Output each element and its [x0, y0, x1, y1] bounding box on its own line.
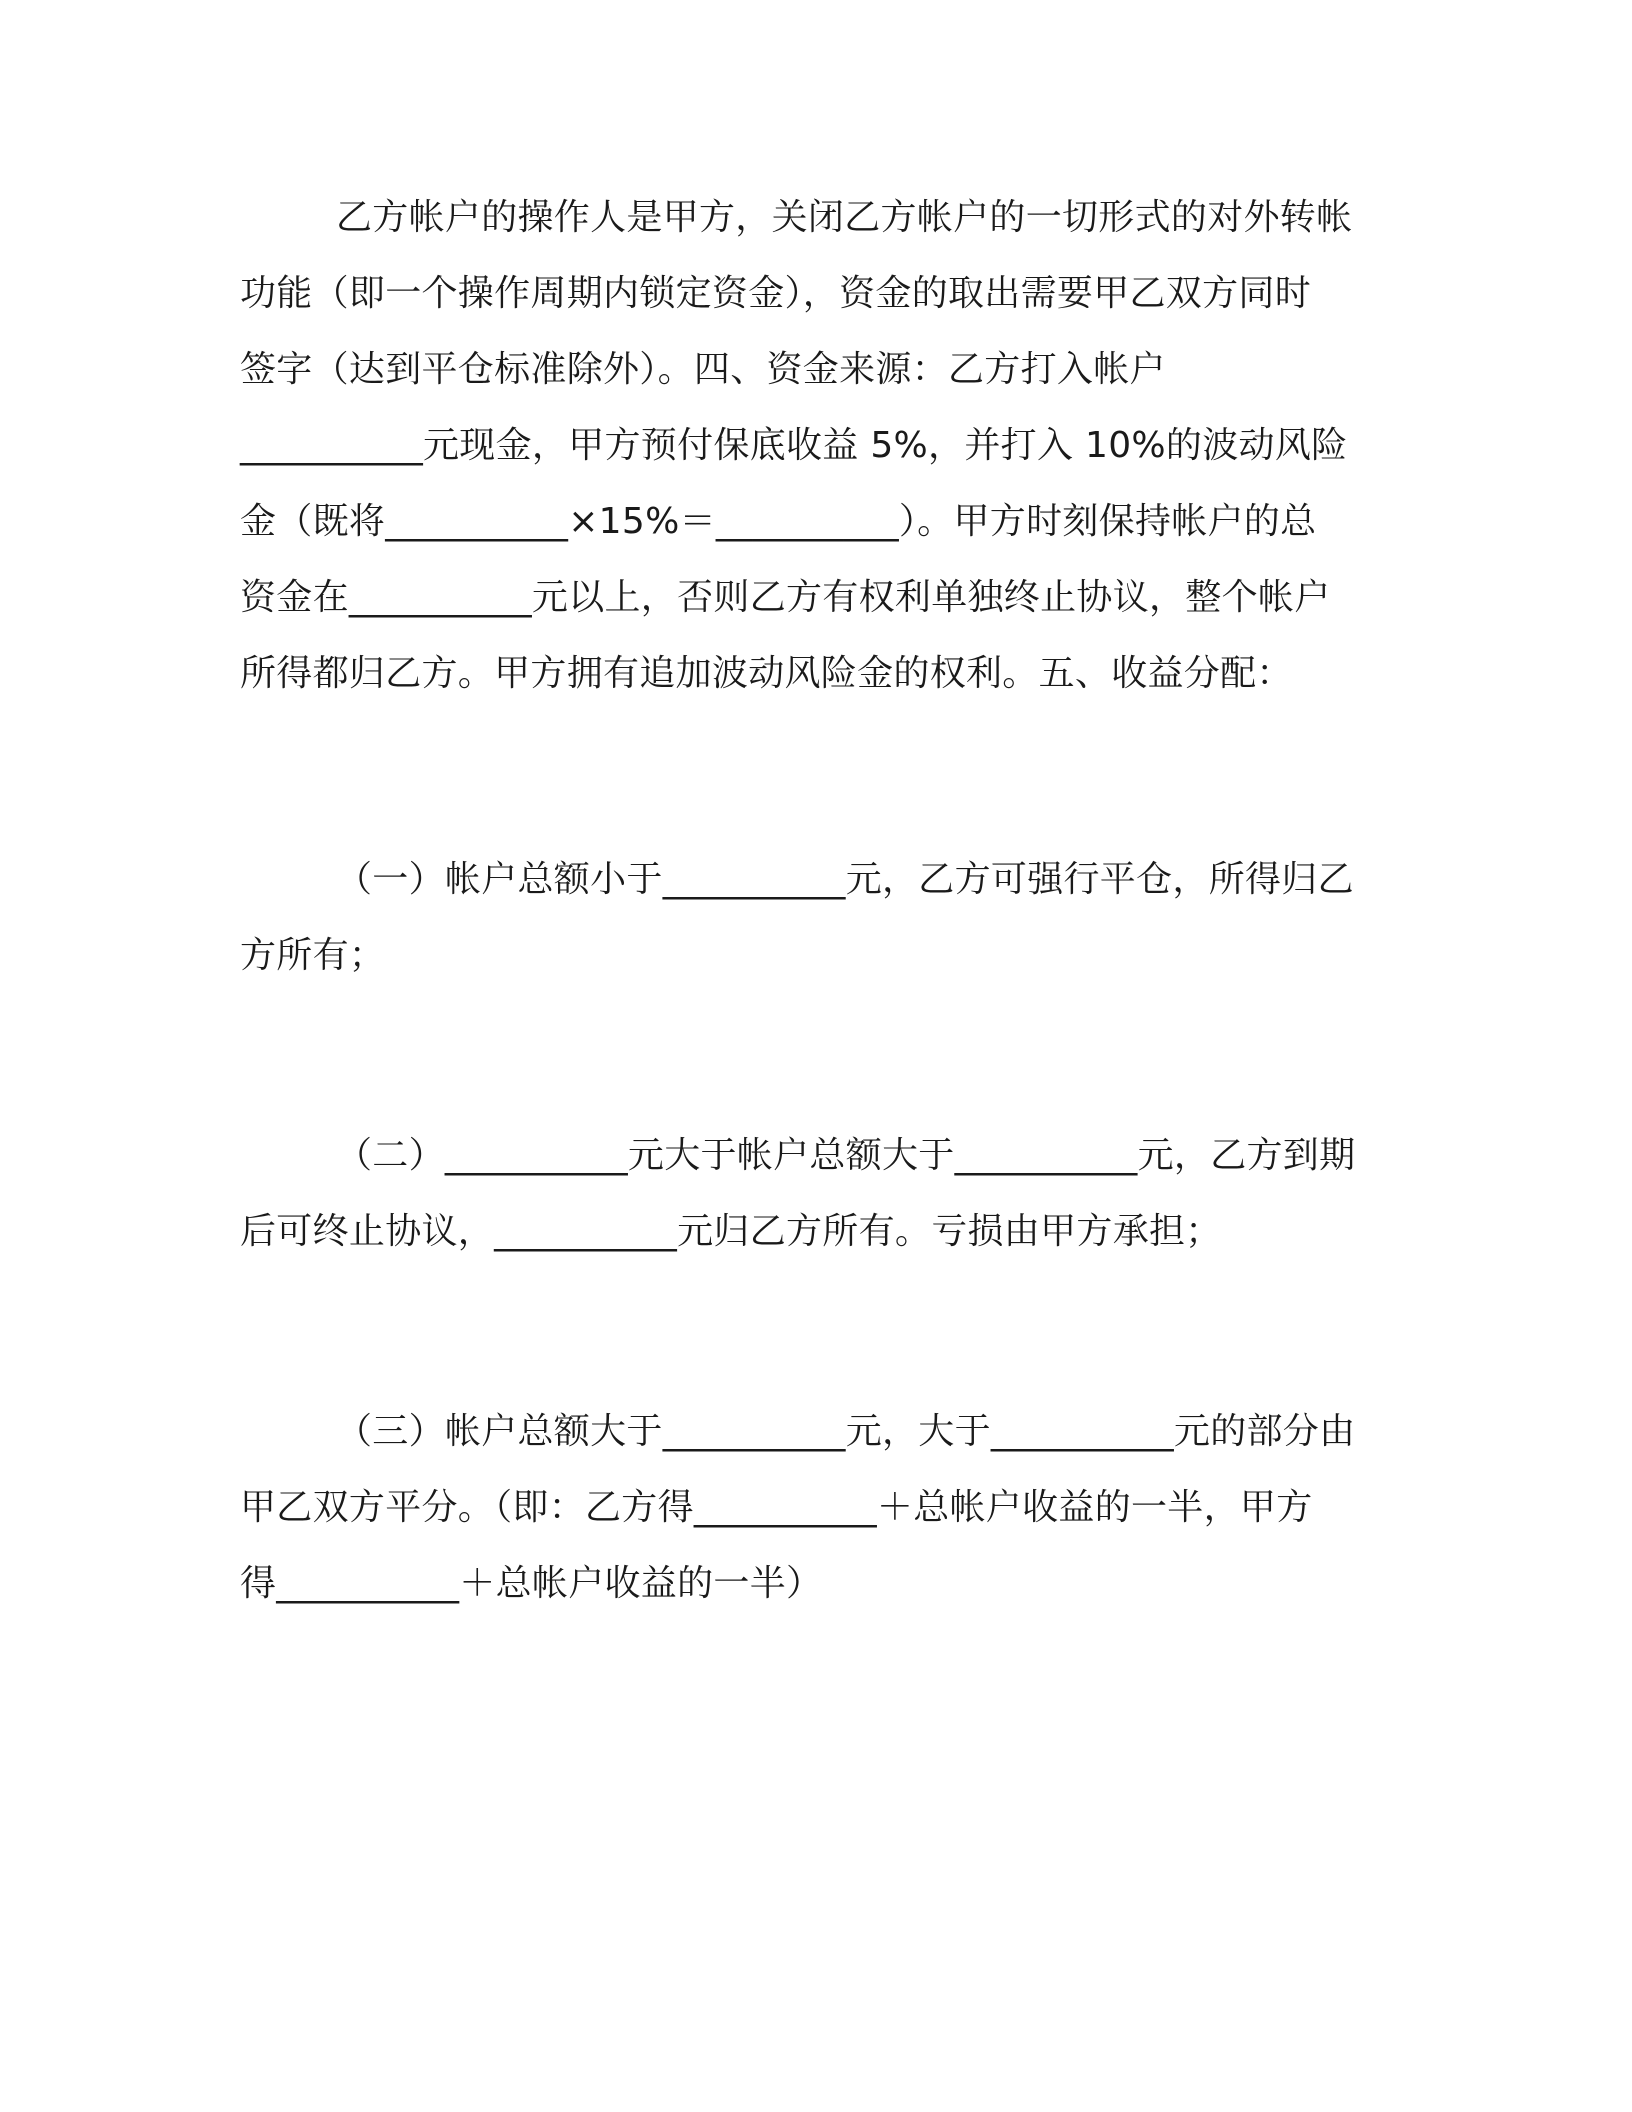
item-1-line-2: 方所有；: [240, 935, 386, 976]
item-3-line-2: 甲乙双方平分。（即：乙方得__________＋总帐户收益的一半，甲方: [240, 1487, 1313, 1528]
item-2-line-1: （二）__________元大于帐户总额大于__________元，乙方到期: [336, 1135, 1356, 1176]
paragraph-1-line-7: 所得都归乙方。甲方拥有追加波动风险金的权利。五、收益分配：: [240, 653, 1293, 694]
item-3-line-1: （三）帐户总额大于__________元，大于__________元的部分由: [336, 1411, 1356, 1452]
item-1-line-1: （一）帐户总额小于__________元，乙方可强行平仓，所得归乙: [336, 859, 1354, 900]
paragraph-1-line-6: 资金在__________元以上，否则乙方有权利单独终止协议，整个帐户: [240, 577, 1331, 618]
paragraph-1-line-4: __________元现金，甲方预付保底收益 5%，并打入 10%的波动风险: [240, 425, 1348, 466]
item-2-line-2: 后可终止协议，__________元归乙方所有。亏损由甲方承担；: [240, 1211, 1222, 1252]
paragraph-1-line-1: 乙方帐户的操作人是甲方，关闭乙方帐户的一切形式的对外转帐: [336, 197, 1353, 238]
item-3-line-3: 得__________＋总帐户收益的一半）: [240, 1563, 823, 1604]
paragraph-1-line-3: 签字（达到平仓标准除外）。四、资金来源：乙方打入帐户: [240, 349, 1166, 390]
paragraph-1-line-5: 金（既将__________×15%＝__________）。甲方时刻保持帐户的总: [240, 501, 1317, 542]
paragraph-1-line-2: 功能（即一个操作周期内锁定资金），资金的取出需要甲乙双方同时: [240, 273, 1312, 314]
